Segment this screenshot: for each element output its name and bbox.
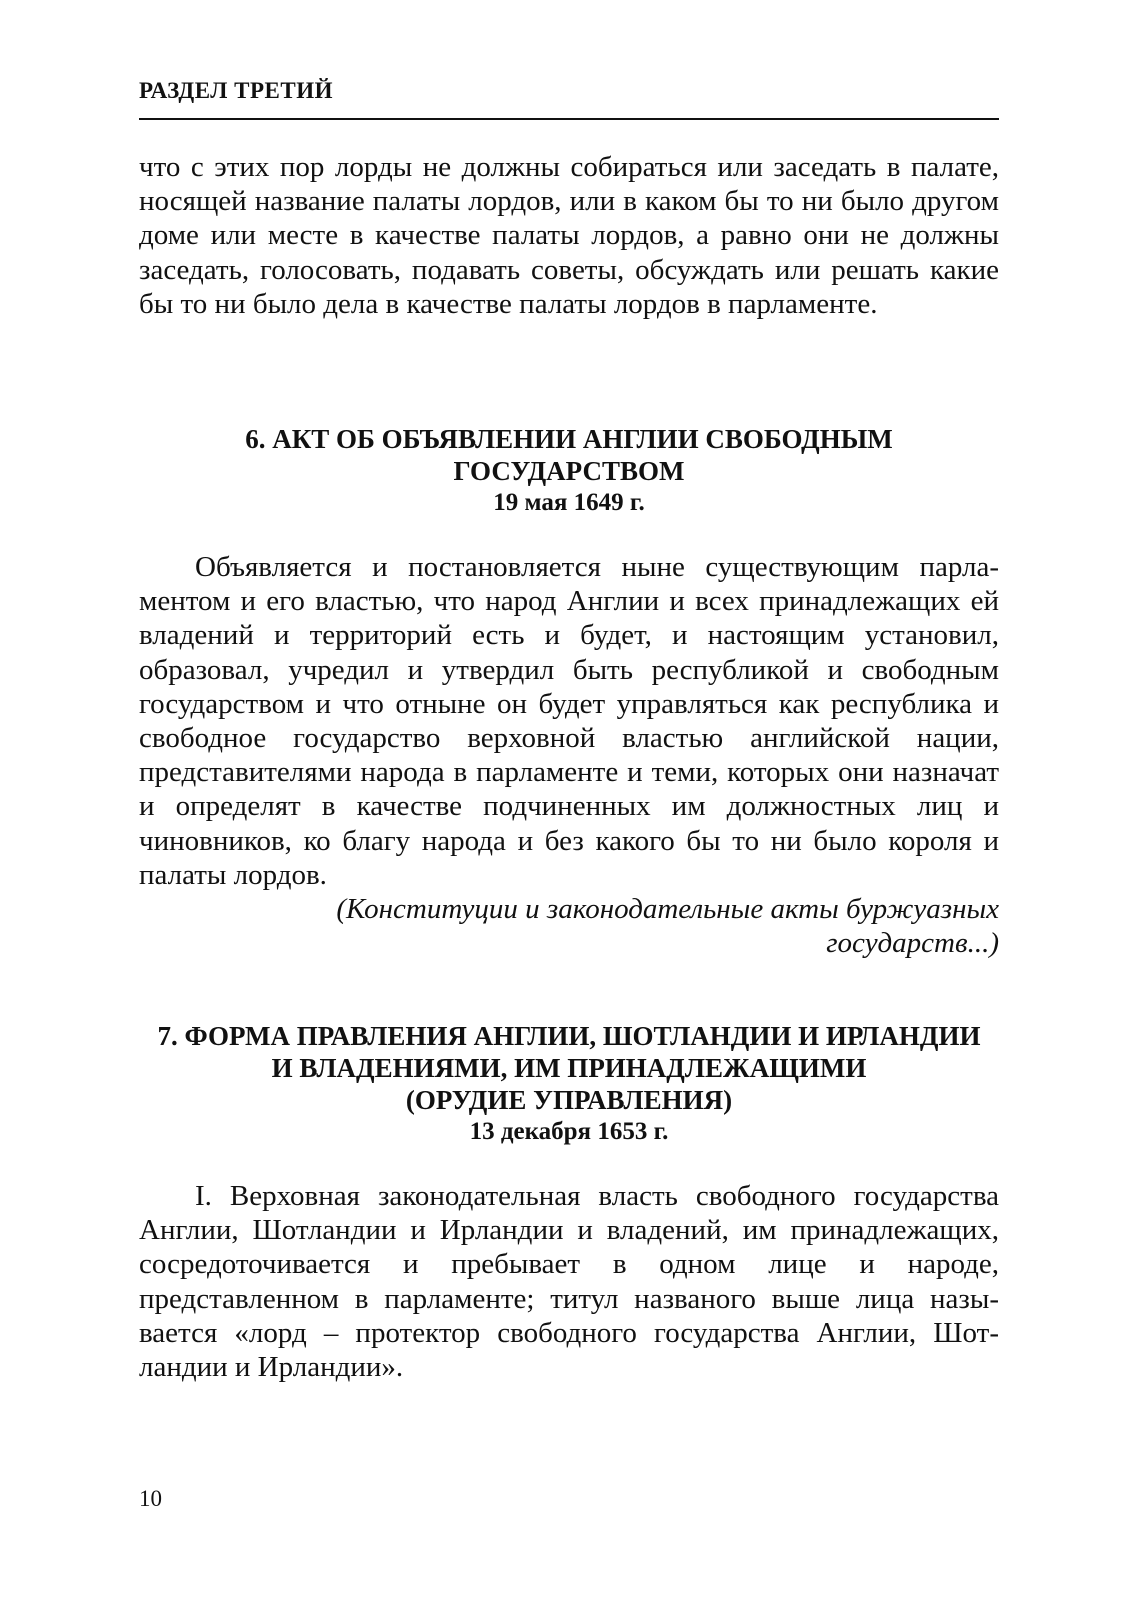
header-rule	[139, 118, 999, 120]
section-6-body: Объявляется и постановляется ныне существующим парламентом и его властью, что народ Англии и всех принадлежащих ей владений и территорий есть и будет, и настоящим установил, образовал, учредил и утвердил быть республикой и свободным государством и что отныне он будет управляться как республика и свободное государство верховной властью английской нации, представителями народа в парламенте и теми, которых они назначат и определят в качестве подчиненных им должностных лиц и чиновников, ко благу народа и без какого бы то ни было короля и палаты лордов.	[139, 551, 999, 891]
section-6-heading	[139, 423, 999, 519]
intro-paragraph: что с этих пор лорды не должны собираться или заседать в палате, носящей название палаты лордов, или в каком бы то ни было другом доме или месте в качестве палаты лордов, а равно они не должны заседать, голосовать, подавать советы, обсуждать или решать какие бы то ни было дела в качестве палаты лордов в парламенте.	[139, 151, 999, 320]
section-6-date: 19 мая 1649 г.	[493, 489, 645, 516]
section-7-title-line-2: И ВЛАДЕНИЯМИ, ИМ ПРИНАДЛЕЖАЩИМИ	[271, 1053, 867, 1083]
document-page	[139, 0, 999, 1601]
section-7-title-line-3: (ОРУДИЕ УПРАВЛЕНИЯ)	[405, 1085, 733, 1115]
page-number: 10	[139, 1486, 162, 1511]
section-7-date: 13 декабря 1653 г.	[469, 1118, 669, 1145]
section-7-heading	[139, 1020, 999, 1148]
section-6-title-line-1: 6. АКТ ОБ ОБЪЯВЛЕНИИ АНГЛИИ СВОБОДНЫМ	[245, 424, 893, 454]
section-6-source-line-2: государств...)	[826, 927, 999, 960]
section-7-body: I. Верховная законодательная власть свободного государства Англии, Шотландии и Ирландии и владений, им принадлежащих, сосредоточивается и пребывает в одном лице и народе, представленном в парламенте; титул названого выше лица называется «лорд – протектор свободного государства Англии, Шотландии и Ирландии».	[139, 1180, 999, 1384]
section-6-source-line-1: (Конституции и законодательные акты буржуазных	[336, 893, 999, 925]
section-6-source	[139, 892, 999, 960]
section-7-title-line-1: 7. ФОРМА ПРАВЛЕНИЯ АНГЛИИ, ШОТЛАНДИИ И ИРЛАНДИИ	[157, 1021, 981, 1051]
running-head: РАЗДЕЛ ТРЕТИЙ	[139, 78, 333, 103]
section-6-title-line-2: ГОСУДАРСТВОМ	[453, 456, 685, 486]
